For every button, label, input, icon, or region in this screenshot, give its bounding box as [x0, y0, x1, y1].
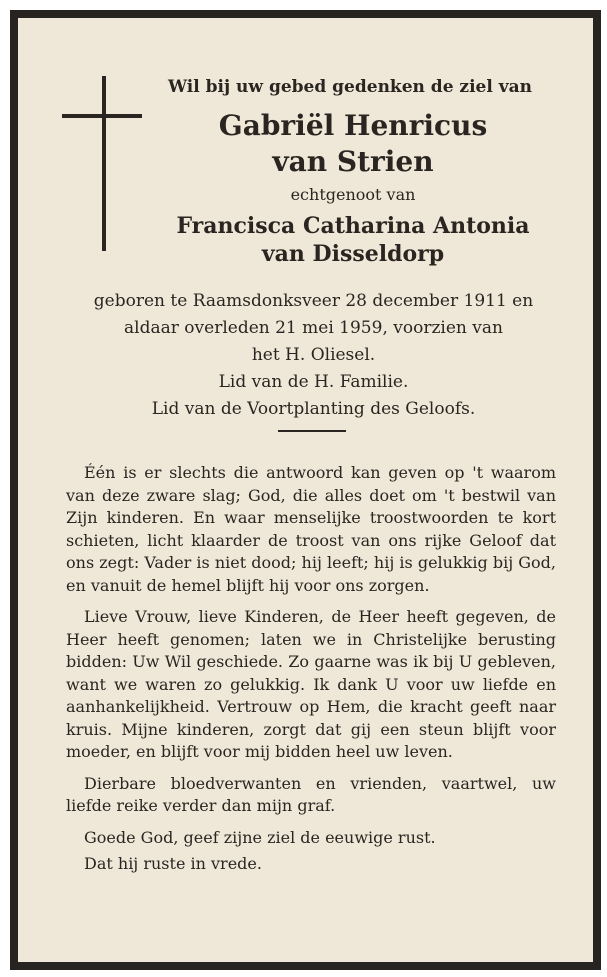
spouse-name-line2: van Disseldorp: [261, 241, 445, 267]
paragraph: Dierbare bloedverwanten en vrienden, vaartwel, uw liefde reike verder dan mijn graf.: [66, 773, 556, 815]
deceased-name-line2: van Strien: [272, 145, 434, 178]
cross-icon-vertical: [102, 76, 106, 251]
biography-block: [48, 288, 579, 423]
paragraph: Één is er slechts die antwoord kan geven op 't waarom van deze zware slag; God, die alles doet om 't bestwil van Zijn kinderen. En waar menselijke troostwoorden te kort schieten, licht klaarder de troost van ons rijke Geloof dat ons zegt: Vader is niet dood; hij leeft; hij is gelukkig bij God, en vanuit de hemel blijft hij voor ons zorgen.: [66, 463, 556, 595]
paragraph: Dat hij ruste in vrede.: [84, 854, 262, 873]
divider: [278, 430, 346, 432]
deceased-name-line1: Gabriël Henricus: [218, 109, 488, 142]
bio-line: geboren te Raamsdonksveer 28 december 1911 en: [93, 291, 534, 311]
paragraph: Lieve Vrouw, lieve Kinderen, de Heer heeft gegeven, de Heer heeft genomen; laten we in Christelijke berusting bidden: Uw Wil geschiede. Zo gaarne was ik bij U gebleven, want we waren zo gelukkig. Ik dank U voor uw liefde en aanhankelijkheid. Vertrouw op Hem, die kracht geeft naar kruis. Mijne kinderen, zorgt dat gij een steun blijft voor moeder, en blijft voor mij bidden heel uw leven.: [66, 607, 556, 761]
bio-line: aldaar overleden 21 mei 1959, voorzien van: [124, 318, 503, 338]
memorial-text: [66, 462, 556, 880]
bio-line: Lid van de H. Familie.: [218, 372, 409, 392]
spouse-label: echtgenoot van: [290, 185, 416, 204]
header-block: [148, 76, 558, 268]
intro-line: Wil bij uw gebed gedenken de ziel van: [168, 77, 532, 97]
bio-line: Lid van de Voortplanting des Geloofs.: [151, 399, 476, 419]
spouse-name-line1: Francisca Catharina Antonia: [176, 213, 530, 239]
memorial-card: [10, 10, 601, 970]
bio-line: het H. Oliesel.: [251, 345, 376, 365]
paragraph: Goede God, geef zijne ziel de eeuwige rust.: [84, 827, 436, 847]
cross-icon-horizontal: [62, 114, 142, 118]
